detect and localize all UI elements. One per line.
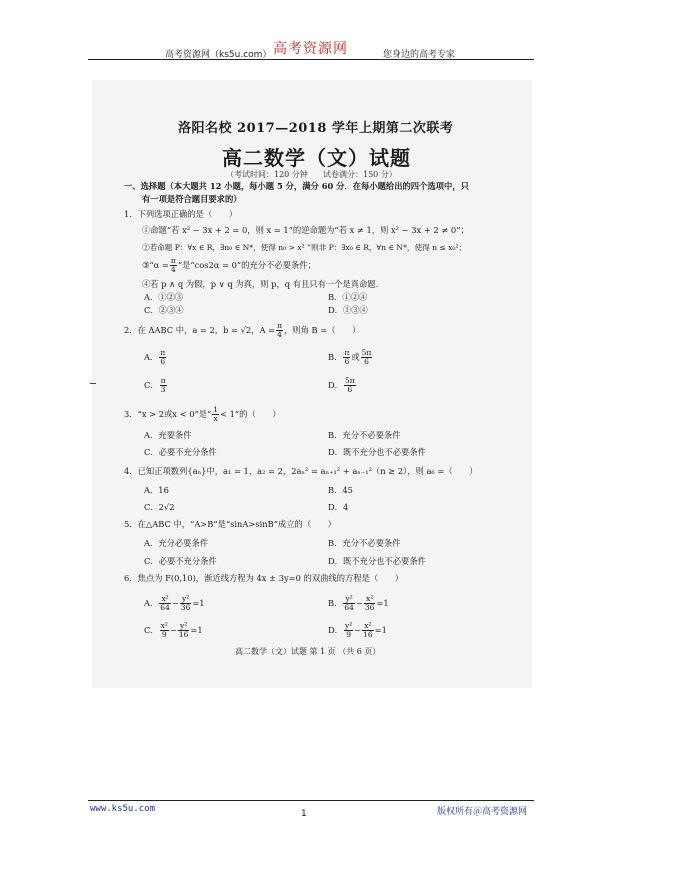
question-2-option-c: C． $\frac{\pi}{3}$: [144, 376, 166, 394]
question-1-option-b: B．①②④: [328, 292, 368, 302]
question-6-option-a: A． $\frac{\text{x²}}{64}$ − $\frac{\text{y²}}{36}$ =1: [144, 594, 205, 612]
question-5-option-a: A．充分必要条件: [144, 538, 209, 548]
question-1-item-2: ②若命题 P：∀x ∈ R，∃n₀ ∈ N*，使得 n₀ > x² ”则非 P：∃x₀ ∈ R，∀n ∈ N*，使得 n ≤ x₀²；: [142, 243, 467, 252]
header-slogan: 您身边的高考专家: [383, 50, 456, 60]
question-4-option-b: B．45: [328, 485, 353, 495]
header-site-name: 高考资源网（ks5u.com）: [165, 50, 272, 60]
exam-time-info: （考试时间：120 分钟: [226, 170, 308, 179]
question-3-option-c: C．必要不充分条件: [144, 447, 217, 457]
question-1-item-4: ④若 p ∧ q 为假，p ∨ q 为真，则 p，q 有且只有一个是真命题．: [142, 279, 384, 289]
question-6-option-b: B． $\frac{\text{y²}}{64}$ − $\frac{\text{x²}}{36}$ =1: [328, 594, 389, 612]
question-5-stem: 5．在△ABC 中，“A>B”是“sinA>sinB”成立的（ ）: [124, 519, 337, 529]
question-5-option-c: C．必要不充分条件: [144, 556, 217, 566]
question-1-option-c: C．②③④: [144, 305, 184, 315]
question-3-option-a: A．充要条件: [144, 430, 192, 440]
question-4-option-c: C．2√2: [144, 502, 175, 512]
fraction: $\frac{\pi}{4}$: [170, 256, 176, 274]
question-6-option-c: C． $\frac{\text{x²}}{9}$ − $\frac{\text{y²}}{16}$ =1: [144, 621, 203, 639]
exam-score-info: 试卷满分：150 分）: [323, 170, 397, 179]
scan-margin-mark: [90, 383, 96, 384]
footer-site-link[interactable]: www.ks5u.com: [90, 804, 156, 814]
header-rule: [88, 59, 534, 60]
question-2-option-b: B． $\frac{\pi}{6}$ 或 $\frac{5\pi}{6}$: [328, 348, 372, 366]
fraction: $\frac{\pi}{4}$: [277, 321, 282, 339]
question-5-option-b: B．充分不必要条件: [328, 538, 401, 548]
question-1-item-3: ③“α = $\frac{\pi}{4}$ ”是“cos2α = 0”的充分不必要条件；: [142, 256, 316, 274]
question-5-option-d: D．既不充分也不必要条件: [328, 556, 426, 566]
section-heading-cont: 有一项是符合题目要求的）: [142, 194, 242, 204]
question-1-stem: 1．下列选项正确的是（ ）: [124, 209, 238, 219]
question-2-stem: 2．在 ΔABC 中，a = 2，b = √2，A = $\frac{\pi}{4}$ ，则角 B =（ ）: [124, 321, 361, 339]
header-brand-logo: 高考资源网: [273, 41, 348, 57]
fraction: $\frac{1}{x}$: [213, 405, 219, 423]
exam-title: 洛阳名校 2017—2018 学年上期第二次联考: [178, 121, 454, 136]
exam-page-footer: 高二数学（文）试题 第 1 页 （共 6 页）: [235, 647, 381, 656]
section-heading: 一、选择题（本大题共 12 小题，每小题 5 分，满分 60 分．在每小题给出的四个选项中，只: [124, 181, 469, 191]
footer-copyright: 版权所有＠高考资源网: [437, 807, 528, 817]
question-1-option-a: A．①②③: [144, 292, 184, 302]
question-4-option-d: D．4: [328, 502, 349, 512]
exam-subject-title: 高二数学（文）试题: [222, 146, 411, 170]
question-2-option-a: A． $\frac{\pi}{6}$: [144, 348, 166, 366]
question-6-option-d: D． $\frac{\text{y²}}{9}$ − $\frac{\text{x²}}{16}$ =1: [328, 621, 387, 639]
question-1-item-1: ①命题“若 x² − 3x + 2 = 0，则 x = 1”的逆命题为“若 x ≠ 1，则 x² − 3x + 2 ≠ 0”；: [142, 225, 469, 235]
question-3-option-d: D．既不充分也不必要条件: [328, 447, 426, 457]
question-3-option-b: B．充分不必要条件: [328, 430, 401, 440]
question-6-stem: 6．焦点为 F(0,10)，渐近线方程为 4x ± 3y=0 的双曲线的方程是（ ）: [124, 573, 404, 583]
question-4-stem: 4．已知正项数列{aₙ}中，a₁ = 1，a₂ = 2，2aₙ² = aₙ₊₁² + aₙ₋₁²（n ≥ 2），则 a₆ =（ ）: [124, 466, 478, 476]
footer-rule: [88, 800, 534, 801]
question-2-option-d: D． $\frac{5\pi}{6}$: [328, 376, 355, 394]
question-4-option-a: A．16: [144, 485, 169, 495]
footer-page-number: 1: [301, 809, 307, 819]
question-1-option-d: D．①③④: [328, 305, 368, 315]
question-3-stem: 3．“x > 2或x < 0”是“ $\frac{1}{x}$ < 1”的（ ）: [124, 405, 281, 423]
